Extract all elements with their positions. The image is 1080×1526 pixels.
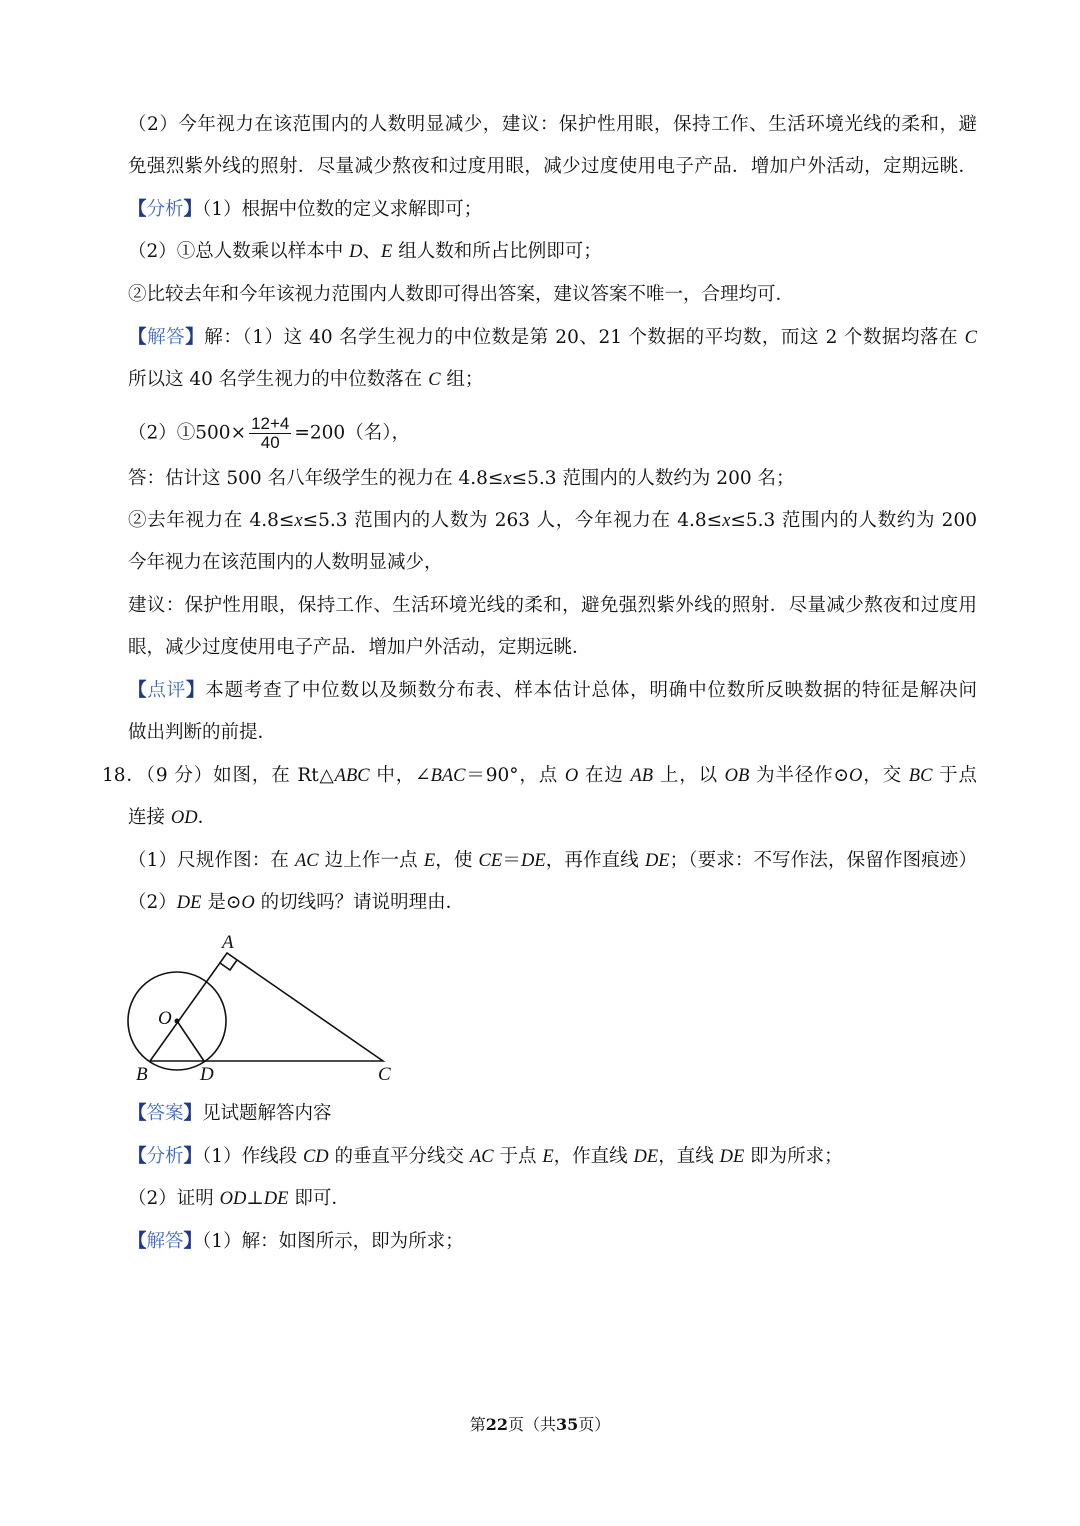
- fraction-numerator: 12+4: [251, 414, 290, 433]
- text-segment: 是⊙: [201, 892, 242, 913]
- point-o: [175, 1019, 180, 1024]
- math-variable: OD: [170, 808, 198, 828]
- text-segment: 即可．: [288, 1188, 350, 1209]
- text-segment: ②去年视力在 4.8≤: [128, 510, 295, 531]
- section-label-text: 答案: [146, 1103, 184, 1124]
- text-segment: （1）根据中位数的定义求解即可；: [202, 199, 483, 220]
- text-line: [128, 110, 977, 140]
- text-segment: 于点: [493, 1146, 543, 1167]
- math-variable: OB: [724, 766, 750, 786]
- text-segment: 组人数和所占比例即可；: [392, 241, 602, 262]
- text-line: [128, 414, 410, 452]
- label-d: D: [200, 1064, 214, 1085]
- math-variable: ABC: [334, 766, 370, 786]
- text-segment: （1）尺规作图：在: [128, 850, 295, 871]
- text-segment: 连接: [128, 807, 171, 828]
- math-variable: x: [294, 511, 303, 531]
- math-variable: D: [349, 242, 363, 262]
- text-segment: 免强烈紫外线的照射．尽量减少熬夜和过度用眼，减少过度使用电子产品．增加户外活动，定期远眺．: [128, 156, 977, 177]
- math-variable: C: [428, 370, 441, 390]
- text-segment: 、: [362, 241, 382, 262]
- text-segment: ≤5.3 范围内的人数约为 200: [730, 510, 977, 531]
- text-segment: 上，以: [653, 765, 725, 786]
- section-label-text: 分析: [146, 1146, 184, 1167]
- math-variable: E: [542, 1147, 554, 1167]
- text-line: [128, 846, 977, 876]
- math-variable: BC: [908, 766, 933, 786]
- text-segment: （2）①总人数乘以样本中: [128, 241, 350, 262]
- text-segment: 组；: [440, 369, 484, 390]
- text-segment: 18．（9 分）如图，在 Rt△: [102, 765, 335, 786]
- text-line: [128, 888, 464, 918]
- text-segment: ．: [197, 807, 217, 828]
- text-segment: ；（要求：不写作法，保留作图痕迹）: [669, 850, 977, 871]
- section-label-text: 分析: [146, 199, 184, 220]
- section-label-text: 解答: [146, 1231, 184, 1252]
- math-variable: O: [241, 893, 255, 913]
- text-line: [128, 152, 977, 182]
- text-segment: ，使: [435, 850, 479, 871]
- text-segment: 见试题解答内容: [202, 1103, 332, 1124]
- math-variable: DE: [176, 893, 202, 913]
- right-angle-mark: [220, 960, 237, 970]
- page-footer: [0, 1412, 1080, 1435]
- text-segment: 所以这 40 名学生视力的中位数落在: [128, 369, 429, 390]
- text-line: [128, 1099, 332, 1129]
- question-18-line: [102, 761, 977, 791]
- text-segment: 即为所求；: [744, 1146, 843, 1167]
- geometry-figure: [100, 920, 420, 1090]
- text-line: [128, 591, 977, 621]
- math-variable: O: [849, 766, 863, 786]
- footer-mid: 页（共: [507, 1415, 556, 1434]
- text-segment: （2）今年视力在该范围内的人数明显减少，建议：保护性用眼，保持工作、生活环境光线的柔和，避: [128, 114, 977, 135]
- text-segment: 眼，减少过度使用电子产品．增加户外活动，定期远眺．: [128, 637, 591, 658]
- footer-page-number: 22: [485, 1415, 508, 1434]
- text-segment: 本题考查了中位数以及频数分布表、样本估计总体，明确中位数所反映数据的特征是解决问: [205, 680, 977, 701]
- text-line: [128, 323, 977, 353]
- math-variable: E: [381, 242, 393, 262]
- text-segment: ≤5.3 范围内的人数为 263 人，今年视力在 4.8≤: [302, 510, 723, 531]
- text-line: [128, 237, 602, 267]
- fraction: [249, 415, 291, 452]
- section-label-text: 点评: [147, 680, 186, 701]
- text-segment: 解：（1）这 40 名学生视力的中位数是第 20、21 个数据的平均数，而这 2 个数据均落在: [204, 327, 965, 348]
- text-segment: 做出判断的前提．: [128, 722, 277, 743]
- text-segment: ＝: [502, 850, 521, 871]
- text-segment: 中，∠: [369, 765, 431, 786]
- math-variable: DE: [644, 851, 670, 871]
- triangle-abc: [150, 953, 383, 1061]
- text-segment: ②比较去年和今年该视力范围内人数即可得出答案，建议答案不唯一，合理均可．: [128, 284, 795, 305]
- label-o: O: [158, 1008, 172, 1029]
- section-label: 【答案】: [128, 1103, 203, 1124]
- text-segment: （2）①500×: [128, 422, 247, 444]
- text-line: [128, 718, 276, 748]
- section-label: 【点评】: [128, 680, 206, 701]
- section-label: 【解答】: [128, 327, 205, 348]
- text-line: [128, 1184, 350, 1214]
- label-c: C: [378, 1064, 391, 1085]
- text-segment: 边上作一点: [318, 850, 424, 871]
- math-variable: AB: [630, 766, 654, 786]
- text-segment: ，作直线: [553, 1146, 634, 1167]
- text-segment: （2）: [128, 892, 177, 913]
- text-segment: ，直线: [658, 1146, 720, 1167]
- math-variable: OD: [219, 1189, 247, 1209]
- section-label: 【分析】: [128, 199, 203, 220]
- text-line: [128, 1142, 843, 1172]
- math-variable: DE: [719, 1147, 745, 1167]
- text-segment: ＝90°，点: [465, 765, 565, 786]
- math-variable: AC: [294, 851, 319, 871]
- text-segment: （1）解：如图所示，即为所求；: [202, 1231, 464, 1252]
- math-variable: O: [564, 766, 579, 786]
- section-label-text: 解答: [147, 327, 186, 348]
- text-segment: 答：估计这 500 名八年级学生的视力在 4.8≤: [128, 468, 504, 489]
- section-label: 【分析】: [128, 1146, 203, 1167]
- text-line: [128, 365, 483, 395]
- text-line: [128, 633, 591, 663]
- text-line: [128, 464, 795, 494]
- math-variable: x: [722, 511, 731, 531]
- text-segment: ，再作直线: [545, 850, 645, 871]
- text-segment: 建议：保护性用眼，保持工作、生活环境光线的柔和，避免强烈紫外线的照射．尽量减少熬夜和过度用: [128, 595, 977, 616]
- math-variable: C: [964, 328, 977, 348]
- fraction-denominator: 40: [260, 433, 280, 452]
- math-variable: AC: [469, 1147, 494, 1167]
- footer-post: 页）: [578, 1415, 611, 1434]
- text-line: [128, 803, 216, 833]
- label-a: A: [222, 932, 234, 953]
- text-line: [128, 280, 794, 310]
- text-segment: 的切线吗？请说明理由．: [254, 892, 465, 913]
- segment-od: [177, 1021, 204, 1061]
- footer-total-pages: 35: [556, 1415, 579, 1434]
- text-segment: （2）证明: [128, 1188, 220, 1209]
- text-segment: 于点: [932, 765, 977, 786]
- text-segment: 为半径作⊙: [749, 765, 850, 786]
- text-segment: =200（名），: [294, 422, 410, 444]
- text-line: [128, 676, 977, 706]
- text-line: [128, 1227, 464, 1257]
- text-segment: ，交: [862, 765, 909, 786]
- math-variable: x: [503, 469, 512, 489]
- text-segment: 的垂直平分线交: [328, 1146, 470, 1167]
- text-line: [128, 506, 977, 536]
- math-variable: DE: [633, 1147, 659, 1167]
- math-variable: CD: [302, 1147, 329, 1167]
- math-variable: DE: [520, 851, 546, 871]
- text-line: [128, 548, 443, 578]
- footer-pre: 第: [469, 1415, 486, 1434]
- math-variable: CE: [478, 851, 503, 871]
- text-segment: 今年视力在该范围内的人数明显减少，: [128, 552, 443, 573]
- label-b: B: [136, 1064, 148, 1085]
- text-segment: 在边: [578, 765, 631, 786]
- math-variable: E: [423, 851, 436, 871]
- text-segment: ⊥: [246, 1188, 264, 1209]
- text-segment: ≤5.3 范围内的人数约为 200 名；: [511, 468, 795, 489]
- math-variable: DE: [263, 1189, 289, 1209]
- section-label: 【解答】: [128, 1231, 203, 1252]
- text-line: [128, 195, 482, 225]
- math-variable: BAC: [430, 766, 466, 786]
- text-segment: （1）作线段: [202, 1146, 303, 1167]
